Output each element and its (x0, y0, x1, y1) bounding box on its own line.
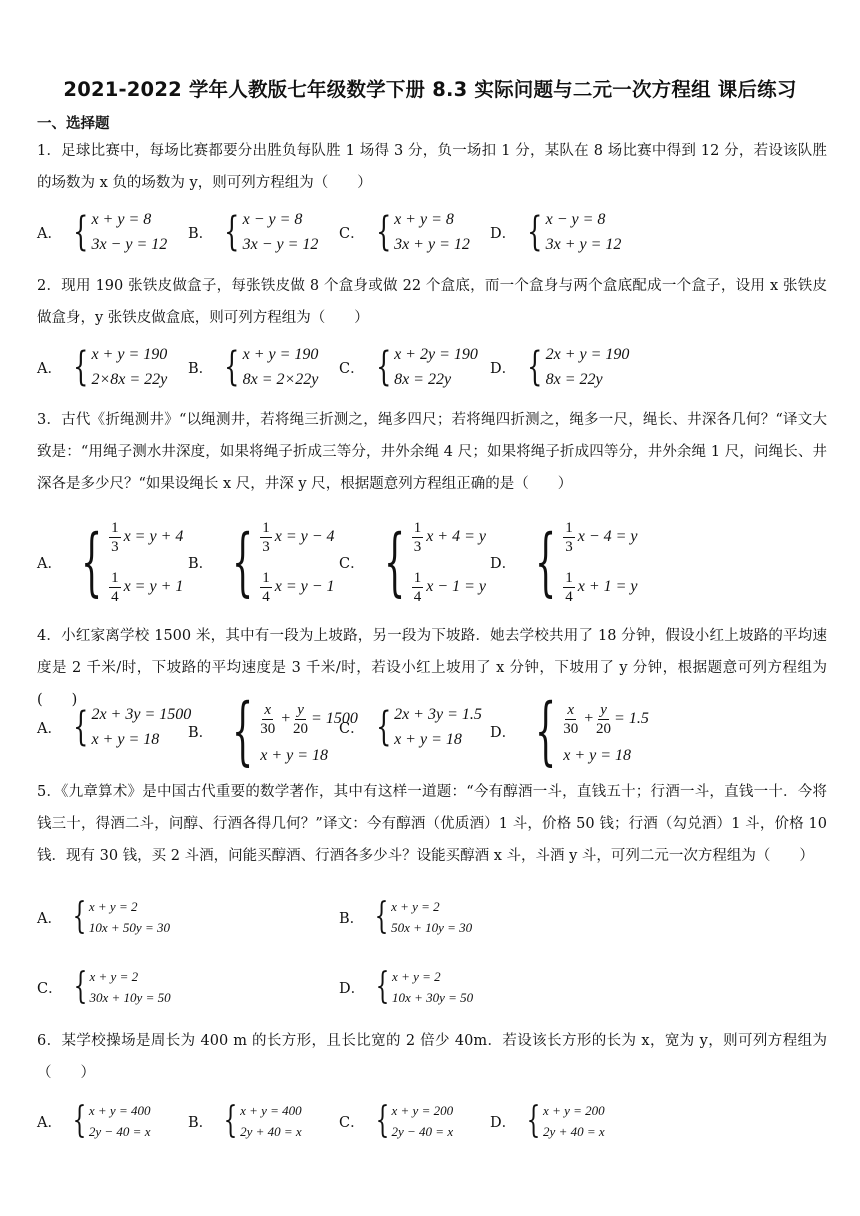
equation: x + y = 8 (394, 211, 454, 228)
option-label: B． (339, 910, 365, 927)
option-b[interactable]: B． { $\frac{1}{3}$ x = y − 4 $\frac{1}{4}$ x = y − 1 (188, 512, 335, 612)
question-1-text: 1．足球比赛中，每场比赛都要分出胜负每队胜 1 场得 3 分，负一场扣 1 分，某队在 8 场比赛中得到 12 分，若设该队胜的场数为 x 负的场数为 y，则可列方程组为（ ） (37, 143, 827, 191)
equation: 2×8x = 22y (91, 371, 168, 388)
equation: x − y = 8 (545, 211, 606, 228)
option-c[interactable]: C． { x + y = 200 2y − 40 = x (339, 1100, 454, 1141)
question-5-text: 5．《九章算术》是中国古代重要的数学著作，其中有这样一道题：“今有醇酒一斗，直钱五十；行酒一斗，直钱一十．今将钱三十，得酒二斗，问醇、行酒各得几何？”译文：今有醇酒（优质酒）1 斗，价格 50 钱；行酒（勾兑酒）1 斗，价格 10 钱．现有 30 钱，买 2 斗酒，问能买醇酒、行酒各多少斗？设能买醇酒 x 斗，斗酒 y 斗，可列二元一次方程组为（ ） (37, 784, 827, 864)
equation: x + y = 18 (563, 747, 632, 764)
equation: $\frac{1}{3}$ x = y + 4 (111, 519, 184, 555)
equation: x + y = 2 (392, 969, 441, 984)
option-label: D． (490, 225, 517, 242)
option-c[interactable]: C． { x + y = 8 3x + y = 12 (339, 209, 470, 255)
option-label: B． (188, 360, 214, 377)
equation: 2y + 40 = x (240, 1124, 302, 1139)
option-label: C． (339, 720, 365, 737)
option-d[interactable]: D． { $\frac{1}{3}$ x − 4 = y $\frac{1}{4}$ x + 1 = y (490, 512, 638, 612)
equation: x + y = 2 (88, 899, 138, 914)
option-label: D． (490, 555, 517, 572)
equation: x + y = 190 (242, 346, 319, 363)
equation: $\frac{1}{4}$ x + 1 = y (565, 569, 638, 605)
equation: 10x + 50y = 30 (88, 920, 170, 935)
option-label: C． (339, 555, 365, 572)
option-b[interactable]: B． { x + y = 400 2y + 40 = x (188, 1100, 302, 1141)
equation: 2y − 40 = x (391, 1124, 454, 1139)
equation: 8x = 22y (394, 371, 452, 388)
option-label: C． (37, 980, 63, 997)
equation: x + y = 18 (394, 731, 462, 748)
equation: x + y = 18 (91, 731, 160, 748)
equation: x + y = 400 (88, 1103, 151, 1118)
equation: 8x = 2×22y (242, 371, 319, 388)
question-6-text: 6．某学校操场是周长为 400 m 的长方形，且长比宽的 2 倍少 40m．若设该长方形的长为 x，宽为 y，则可列方程组为（ ） (37, 1033, 827, 1081)
option-d[interactable]: D． { x − y = 8 3x + y = 12 (490, 209, 622, 255)
option-b[interactable]: B． { x + y = 190 8x = 2×22y (188, 344, 319, 390)
option-label: B． (188, 1114, 214, 1131)
equation: x + y = 400 (240, 1103, 302, 1118)
option-d[interactable]: D． { x + y = 2 10x + 30y = 50 (339, 966, 474, 1007)
equation: 10x + 30y = 50 (392, 990, 474, 1005)
equation: x + 2y = 190 (394, 346, 478, 363)
equation: 2x + y = 190 (545, 346, 630, 363)
option-b[interactable]: B． { x − y = 8 3x − y = 12 (188, 209, 319, 255)
equation: $\frac{x}{30}$ + $\frac{y}{20}$ = 1500 (260, 701, 358, 737)
option-label: D． (490, 1114, 517, 1131)
equation: 2y − 40 = x (88, 1124, 151, 1139)
option-c[interactable]: C． { x + y = 2 30x + 10y = 50 (37, 966, 171, 1007)
equation: 2x + 3y = 1500 (91, 706, 192, 723)
equation: 8x = 22y (545, 371, 603, 388)
question-2-text: 2．现用 190 张铁皮做盒子，每张铁皮做 8 个盒身或做 22 个盒底，而一个盒身与两个盒底配成一个盒子，设用 x 张铁皮做盒身，y 张铁皮做盒底，则可列方程组为（ ） (37, 278, 827, 326)
equation: $\frac{1}{4}$ x = y − 1 (262, 569, 335, 605)
option-a[interactable]: A． { $\frac{1}{3}$ x = y + 4 $\frac{1}{4}$ x = y + 1 (37, 512, 183, 612)
equation: x + y = 2 (391, 899, 440, 914)
question-4-text: 4．小红家离学校 1500 米，其中有一段为上坡路，另一段为下坡路．她去学校共用了 18 分钟，假设小红上坡路的平均速度是 2 千米/时，下坡路的平均速度是 3 千米/时，若设小红上坡用了 x 分钟，下坡用了 y 分钟，根据题意可列方程组为( ) (37, 628, 827, 708)
option-label: B． (188, 555, 214, 572)
equation: $\frac{1}{4}$ x = y + 1 (111, 569, 184, 605)
option-label: A． (37, 360, 62, 377)
equation: 30x + 10y = 50 (89, 990, 171, 1005)
equation: $\frac{x}{30}$ + $\frac{y}{20}$ = 1.5 (563, 701, 649, 737)
equation: 3x + y = 12 (545, 236, 622, 253)
option-label: B． (188, 724, 214, 741)
option-label: C． (339, 225, 365, 242)
equation: x + y = 190 (91, 346, 168, 363)
option-a[interactable]: A． { 2x + 3y = 1500 x + y = 18 (37, 704, 192, 750)
option-b[interactable]: B． { x + y = 2 50x + 10y = 30 (339, 896, 473, 937)
equation: 3x − y = 12 (91, 236, 168, 253)
equation: x + y = 18 (260, 747, 329, 764)
page-title: 2021-2022 学年人教版七年级数学下册 8.3 实际问题与二元一次方程组 课后练习 (63, 78, 797, 101)
equation: 2x + 3y = 1.5 (394, 706, 482, 723)
option-c[interactable]: C． { $\frac{1}{3}$ x + 4 = y $\frac{1}{4}$ x − 1 = y (339, 512, 486, 612)
option-b[interactable]: B． { $\frac{x}{30}$ + $\frac{y}{20}$ = 1500 x + y = 18 (188, 688, 358, 774)
equation: 2y + 40 = x (543, 1124, 605, 1139)
option-a[interactable]: A． { x + y = 190 2×8x = 22y (37, 344, 168, 390)
option-label: A． (37, 910, 62, 927)
equation: 3x + y = 12 (394, 236, 470, 253)
option-a[interactable]: A． { x + y = 8 3x − y = 12 (37, 209, 168, 255)
equation: 50x + 10y = 30 (391, 920, 473, 935)
equation: $\frac{1}{3}$ x − 4 = y (565, 519, 638, 555)
option-a[interactable]: A． { x + y = 2 10x + 50y = 30 (37, 896, 170, 937)
option-c[interactable]: C． { x + 2y = 190 8x = 22y (339, 344, 478, 390)
equation: x + y = 2 (89, 969, 139, 984)
equation: x + y = 200 (543, 1103, 605, 1118)
equation: 3x − y = 12 (242, 236, 319, 253)
option-label: C． (339, 1114, 365, 1131)
option-label: A． (37, 1114, 62, 1131)
option-d[interactable]: D． { 2x + y = 190 8x = 22y (490, 344, 630, 390)
option-label: A． (37, 720, 62, 737)
option-label: D． (490, 360, 517, 377)
option-label: D． (339, 980, 366, 997)
equation: x − y = 8 (242, 211, 303, 228)
equation: $\frac{1}{3}$ x + 4 = y (413, 519, 486, 555)
option-d[interactable]: D． { $\frac{x}{30}$ + $\frac{y}{20}$ = 1.5 x + y = 18 (490, 688, 649, 774)
section-heading: 一、选择题 (37, 116, 110, 132)
equation: $\frac{1}{3}$ x = y − 4 (262, 519, 335, 555)
equation: x + y = 8 (91, 211, 152, 228)
option-c[interactable]: C． { 2x + 3y = 1.5 x + y = 18 (339, 704, 482, 750)
equation: x + y = 200 (391, 1103, 454, 1118)
equation: $\frac{1}{4}$ x − 1 = y (413, 569, 486, 605)
option-label: B． (188, 225, 214, 242)
question-3-text: 3．古代《折绳测井》“以绳测井，若将绳三折测之，绳多四尺；若将绳四折测之，绳多一尺，绳长、井深各几何？“译文大致是：“用绳子测水井深度，如果将绳子折成三等分，井外余绳 4 尺；如果将绳子折成四等分，井外余绳 1 尺，问绳长、井深各是多少尺？“如果设绳长 x 尺，井深 y 尺，根据题意列方程组正确的是（ ） (37, 412, 827, 492)
option-label: A． (37, 225, 62, 242)
option-label: D． (490, 724, 517, 741)
option-label: C． (339, 360, 365, 377)
option-d[interactable]: D． { x + y = 200 2y + 40 = x (490, 1100, 605, 1141)
option-label: A． (37, 555, 62, 572)
option-a[interactable]: A． { x + y = 400 2y − 40 = x (37, 1100, 151, 1141)
